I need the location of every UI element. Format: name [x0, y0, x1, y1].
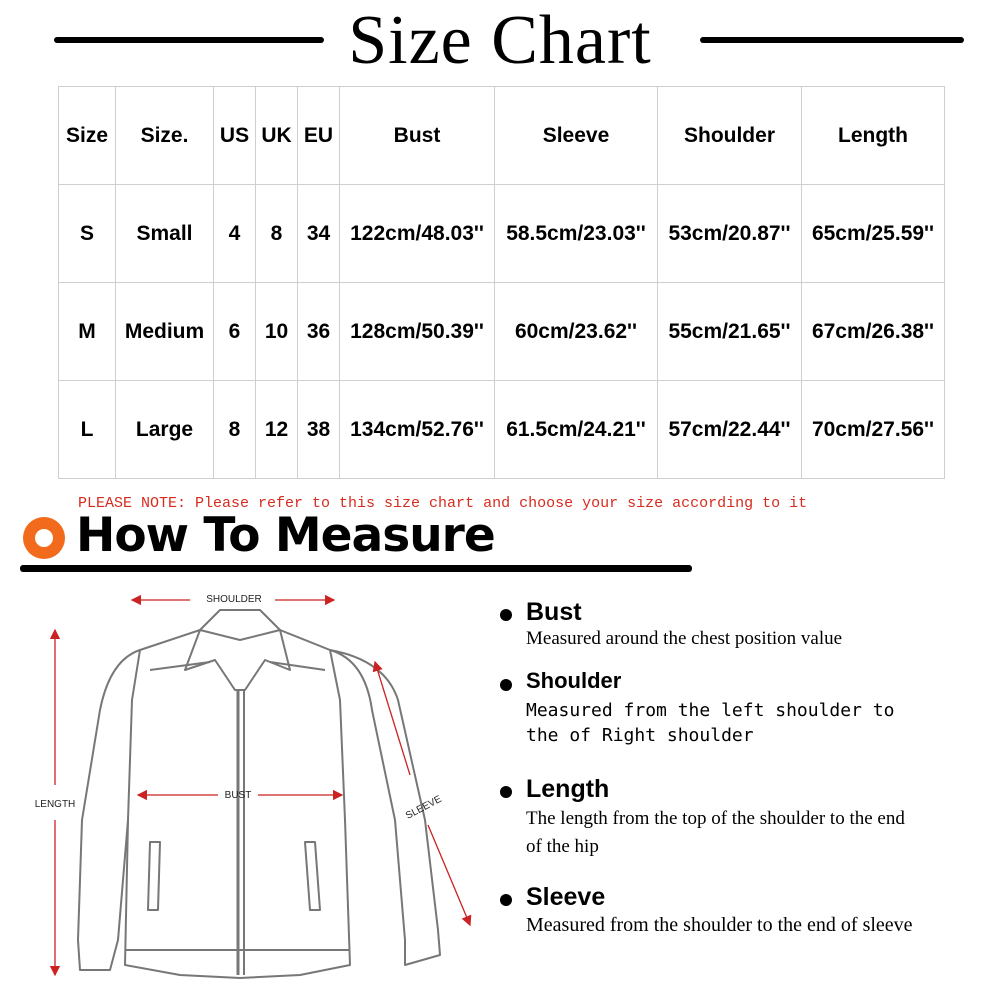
- measure-title: Sleeve: [526, 883, 606, 911]
- header-cell: Bust: [340, 87, 495, 185]
- table-cell: 70cm/27.56'': [802, 381, 945, 479]
- table-cell: 122cm/48.03'': [340, 185, 495, 283]
- measure-title: Shoulder: [526, 668, 622, 693]
- bullet-icon: [500, 609, 512, 621]
- jacket-illustration: [0, 580, 480, 995]
- table-row: [59, 283, 945, 381]
- header-cell: EU: [298, 87, 340, 185]
- table-cell: 12: [256, 381, 298, 479]
- table-cell: 10: [256, 283, 298, 381]
- measure-desc: The length from the top of the shoulder to the end of the hip: [526, 808, 905, 857]
- sleeve-arrow-down: [428, 825, 470, 925]
- table-cell: 4: [214, 185, 256, 283]
- table-row: [59, 381, 945, 479]
- sleeve-arrow-up: [375, 662, 410, 775]
- header-cell: Shoulder: [658, 87, 802, 185]
- table-cell: Medium: [116, 283, 214, 381]
- bust-label: BUST: [224, 790, 252, 801]
- table-cell: 61.5cm/24.21'': [495, 381, 658, 479]
- table-cell: 53cm/20.87'': [658, 185, 802, 283]
- sleeve-label: SLEEVE: [404, 793, 444, 822]
- table-cell: Small: [116, 185, 214, 283]
- bullet-icon: [500, 786, 512, 798]
- page-title: Size Chart: [348, 2, 652, 79]
- circle-bullet-icon: [23, 517, 65, 559]
- size-chart-table: [58, 86, 945, 479]
- table-cell: 134cm/52.76'': [340, 381, 495, 479]
- bullet-icon: [500, 679, 512, 691]
- how-to-measure-heading: How To Measure: [76, 508, 495, 563]
- table-cell: 55cm/21.65'': [658, 283, 802, 381]
- table-cell: 58.5cm/23.03'': [495, 185, 658, 283]
- table-cell: Large: [116, 381, 214, 479]
- table-cell: 67cm/26.38'': [802, 283, 945, 381]
- table-cell: 8: [214, 381, 256, 479]
- size-note: PLEASE NOTE: Please refer to this size chart and choose your size according to it: [78, 495, 808, 512]
- heading-underline: [20, 565, 692, 572]
- table-cell: S: [59, 185, 116, 283]
- table-cell: 8: [256, 185, 298, 283]
- table-cell: 128cm/50.39'': [340, 283, 495, 381]
- measure-desc: Measured around the chest position value: [526, 628, 843, 649]
- table-header-row: [59, 87, 945, 185]
- header-cell: Size: [59, 87, 116, 185]
- table-cell: 38: [298, 381, 340, 479]
- measure-desc: Measured from the left shoulder to the of Right shoulder: [526, 700, 895, 746]
- table-cell: M: [59, 283, 116, 381]
- jacket-outline: [78, 610, 440, 978]
- table-cell: 65cm/25.59'': [802, 185, 945, 283]
- table-row: [59, 185, 945, 283]
- measure-title: Bust: [526, 598, 582, 626]
- table-cell: 34: [298, 185, 340, 283]
- measure-title: Length: [526, 775, 610, 803]
- table-cell: 57cm/22.44'': [658, 381, 802, 479]
- header-cell: US: [214, 87, 256, 185]
- table-cell: 60cm/23.62'': [495, 283, 658, 381]
- table-cell: 36: [298, 283, 340, 381]
- header-cell: Sleeve: [495, 87, 658, 185]
- bullet-icon: [500, 894, 512, 906]
- table-cell: L: [59, 381, 116, 479]
- length-label: LENGTH: [34, 799, 76, 810]
- shoulder-label: SHOULDER: [206, 594, 262, 605]
- table-cell: 6: [214, 283, 256, 381]
- header-cell: Length: [802, 87, 945, 185]
- header-cell: Size.: [116, 87, 214, 185]
- measure-desc: Measured from the shoulder to the end of sleeve: [526, 914, 913, 936]
- header-cell: UK: [256, 87, 298, 185]
